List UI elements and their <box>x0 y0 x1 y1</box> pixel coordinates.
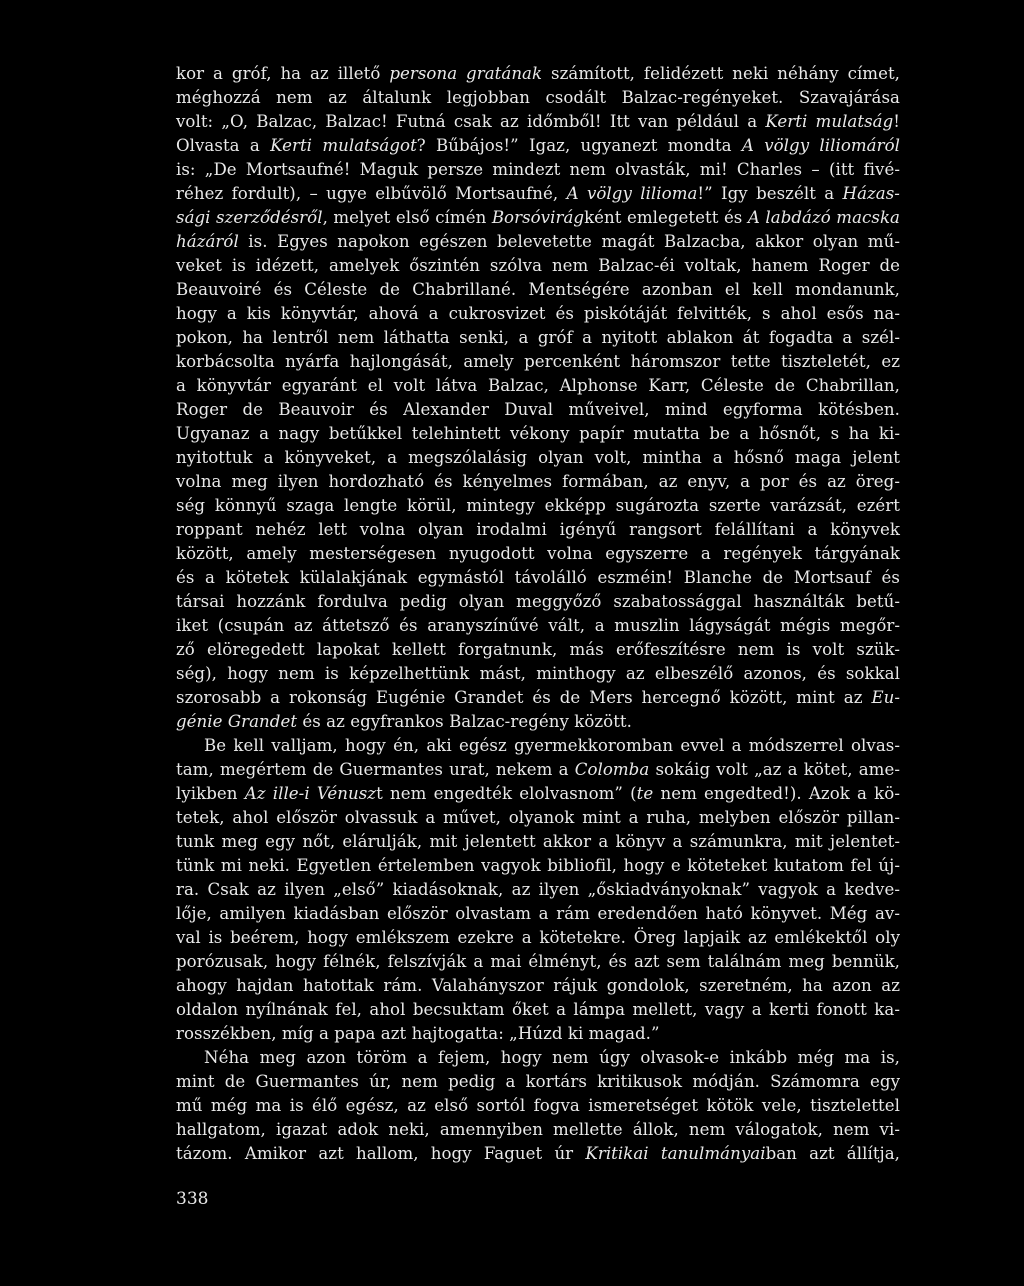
text-run: mint de Guermantes úr, nem pedig a kortárs kritikusok módján. Számomra egy <box>176 1072 900 1091</box>
text-run: sokáig volt „az a kötet, ame- <box>649 760 900 779</box>
text-run: t nem engedték elolvasnom” ( <box>376 784 637 803</box>
text-line <box>176 134 900 158</box>
italic-title: A völgy lilioma <box>566 184 698 203</box>
italic-title: A labdázó macska <box>747 208 900 227</box>
text-line <box>176 374 900 398</box>
text-run: lyikben <box>176 784 245 803</box>
text-line <box>176 470 900 494</box>
text-run: ség), hogy nem is képzelhettünk mást, minthogy az elbeszélő azonos, és sokkal <box>176 664 900 683</box>
text-run: hallgatom, igazat adok neki, amennyiben mellette állok, nem válogatok, nem vi- <box>176 1120 900 1139</box>
text-line <box>176 902 900 926</box>
text-run: hogy a kis könyvtár, ahová a cukrosvizet és piskótáját felvitték, s ahol esős na- <box>176 304 900 323</box>
italic-title: Házas- <box>842 184 900 203</box>
text-run: Roger de Beauvoir és Alexander Duval műveivel, mind egyforma kötésben. <box>176 400 900 419</box>
text-line <box>176 974 900 998</box>
text-line <box>176 110 900 134</box>
text-run: iket (csupán az áttetsző és aranyszínűvé vált, a muszlin lágyságát mégis megőr- <box>176 616 900 635</box>
text-run: is. Egyes napokon egészen belevetette magát Balzacba, akkor olyan mű- <box>238 232 900 251</box>
text-run: mű még ma is élő egész, az első sortól fogva ismeretséget kötök vele, tisztelettel <box>176 1096 900 1115</box>
italic-title: A völgy liliomáról <box>741 136 900 155</box>
text-line <box>176 662 900 686</box>
text-run: méghozzá nem az általunk legjobban csodált Balzac-regényeket. Szavajárása <box>176 88 900 107</box>
text-run: kor a gróf, ha az illető <box>176 64 390 83</box>
text-line <box>176 1070 900 1094</box>
italic-title: Kerti mulatságot <box>270 136 417 155</box>
text-run: Beauvoiré és Céleste de Chabrillané. Mentségére azonban el kell mondanunk, <box>176 280 900 299</box>
text-run: tázom. Amikor azt hallom, hogy Faguet úr <box>176 1144 586 1163</box>
italic-title: Kerti mulatság <box>765 112 894 131</box>
italic-title: Borsóvirág <box>491 208 585 227</box>
text-line <box>176 86 900 110</box>
text-run: val is beérem, hogy emlékszem ezekre a kötetekre. Öreg lapjaik az emlékektől oly <box>176 928 900 947</box>
text-run: volt: „O, Balzac, Balzac! Futná csak az időmből! Itt van például a <box>176 112 766 131</box>
text-run: roppant nehéz lett volna olyan irodalmi igényű rangsort felállítani a könyvek <box>176 520 900 539</box>
text-run: ra. Csak az ilyen „első” kiadásoknak, az ilyen „őskiadványoknak” vagyok a kedve- <box>176 880 900 899</box>
text-run: között, amely mesterségesen nyugodott volna egyszerre a regények tárgyának <box>176 544 900 563</box>
text-run: volna meg ilyen hordozható és kényelmes formában, az enyv, a por és az öreg- <box>176 472 900 491</box>
text-run: tam, megértem de Guermantes urat, nekem a <box>176 760 575 779</box>
text-run: ző elöregedett lapokat kellett forgatnunk, más erőfeszítésre nem is volt szük- <box>176 640 900 659</box>
text-line <box>176 926 900 950</box>
italic-title: Eu- <box>871 688 900 707</box>
text-run: társai hozzánk fordulva pedig olyan meggyőző szabatossággal használták betű- <box>176 592 900 611</box>
text-run: réhez fordult), – ugye elbűvölő Mortsaufné, <box>176 184 567 203</box>
book-page <box>176 62 900 1272</box>
text-run: pokon, ha lentről nem láthatta senki, a gróf a nyitott ablakon át fogadta a szél- <box>176 328 900 347</box>
text-line <box>176 206 900 230</box>
text-run: oldalon nyílnának fel, ahol becsuktam őket a lámpa mellett, vagy a kerti fonott ka- <box>176 1000 900 1019</box>
text-run: nem engedted!). Azok a kö- <box>653 784 900 803</box>
text-run: veket is idézett, amelyek őszintén szólva nem Balzac-éi voltak, hanem Roger de <box>176 256 900 275</box>
text-run: ! <box>893 112 900 131</box>
text-line <box>176 686 900 710</box>
text-line <box>176 158 900 182</box>
text-line <box>176 614 900 638</box>
text-run: !” Igy beszélt a <box>697 184 843 203</box>
text-line <box>176 782 900 806</box>
text-line <box>176 1094 900 1118</box>
text-run: tetek, ahol először olvassuk a művet, olyanok mint a ruha, melyben először pillan- <box>176 808 900 827</box>
text-line <box>176 422 900 446</box>
text-run: Be kell valljam, hogy én, aki egész gyermekkoromban evvel a módszerrel olvas- <box>204 736 900 755</box>
text-run: nyitottuk a könyveket, a megszólalásig olyan volt, mintha a hősnő maga jelent <box>176 448 900 467</box>
text-line <box>176 182 900 206</box>
text-run: is: „De Mortsaufné! Maguk persze mindezt nem olvasták, mi! Charles – (itt fivé- <box>176 160 900 179</box>
text-run: Olvasta a <box>176 136 271 155</box>
text-line <box>176 806 900 830</box>
text-line <box>176 878 900 902</box>
text-run: a könyvtár egyaránt el volt látva Balzac, Alphonse Karr, Céleste de Chabrillan, <box>176 376 900 395</box>
text-line <box>176 854 900 878</box>
italic-title: Colomba <box>574 760 650 779</box>
text-run: porózusak, hogy félnék, felszívják a mai élményt, és azt sem találnám meg bennük, <box>176 952 900 971</box>
text-run: és az egyfrankos Balzac-regény között. <box>297 712 632 731</box>
text-run: ként emlegetett és <box>584 208 748 227</box>
text-line <box>176 230 900 254</box>
text-run: tünk mi neki. Egyetlen értelemben vagyok bibliofil, hogy e köteteket kutatom fel új- <box>176 856 900 875</box>
text-run: tunk meg egy nőt, elárulják, mit jelentett akkor a könyv a számunkra, mit jelentet- <box>176 832 900 851</box>
text-line <box>176 950 900 974</box>
text-line <box>176 830 900 854</box>
text-run: számított, felidézett neki néhány címet, <box>542 64 900 83</box>
text-line <box>176 1046 900 1070</box>
text-line <box>176 734 900 758</box>
text-line <box>176 350 900 374</box>
italic-title: Az ille-i Vénusz <box>244 784 377 803</box>
text-line <box>176 518 900 542</box>
text-run: ahogy hajdan hatottak rám. Valahányszor rájuk gondolok, szeretném, ha azon az <box>176 976 900 995</box>
text-line <box>176 542 900 566</box>
text-line <box>176 998 900 1022</box>
text-line <box>176 254 900 278</box>
text-run: rosszékben, míg a papa azt hajtogatta: „Húzd ki magad.” <box>176 1024 660 1043</box>
italic-title: Kritikai tanulmányai <box>585 1144 766 1163</box>
text-line <box>176 326 900 350</box>
text-line <box>176 398 900 422</box>
text-run: lője, amilyen kiadásban először olvastam a rám eredendően ható könyvet. Még av- <box>176 904 900 923</box>
italic-title: sági szerződésről <box>176 208 323 227</box>
text-run: , melyet első címén <box>322 208 492 227</box>
text-line <box>176 638 900 662</box>
italic-title: házáról <box>176 232 239 251</box>
italic-title: persona gratának <box>389 64 543 83</box>
text-line <box>176 302 900 326</box>
text-run: ? Bűbájos!” Igaz, ugyanezt mondta <box>416 136 742 155</box>
text-run: korbácsolta nyárfa hajlongását, amely percenként háromszor tette tiszteletét, ez <box>176 352 900 371</box>
text-run: ség könnyű szaga lengte körül, mintegy ekképp sugározta szerte varázsát, ezért <box>176 496 900 515</box>
text-run: ban azt állítja, <box>765 1144 900 1163</box>
italic-title: génie Grandet <box>176 712 298 731</box>
text-line <box>176 566 900 590</box>
text-run: és a kötetek külalakjának egymástól távolálló eszméin! Blanche de Mortsauf és <box>176 568 900 587</box>
text-line <box>176 446 900 470</box>
text-run: Ugyanaz a nagy betűkkel telehintett vékony papír mutatta be a hősnőt, s ha ki- <box>176 424 900 443</box>
text-run: Néha meg azon töröm a fejem, hogy nem úgy olvasok-e inkább még ma is, <box>204 1048 900 1067</box>
text-line <box>176 758 900 782</box>
text-line <box>176 494 900 518</box>
text-line <box>176 1022 900 1046</box>
page-number: 338 <box>176 1189 209 1209</box>
italic-title: te <box>636 784 654 803</box>
text-line <box>176 590 900 614</box>
text-line <box>176 278 900 302</box>
text-line <box>176 62 900 86</box>
text-line <box>176 1118 900 1142</box>
text-line <box>176 710 900 734</box>
text-line <box>176 1142 900 1166</box>
text-run: szorosabb a rokonság Eugénie Grandet és de Mers hercegnő között, mint az <box>176 688 872 707</box>
